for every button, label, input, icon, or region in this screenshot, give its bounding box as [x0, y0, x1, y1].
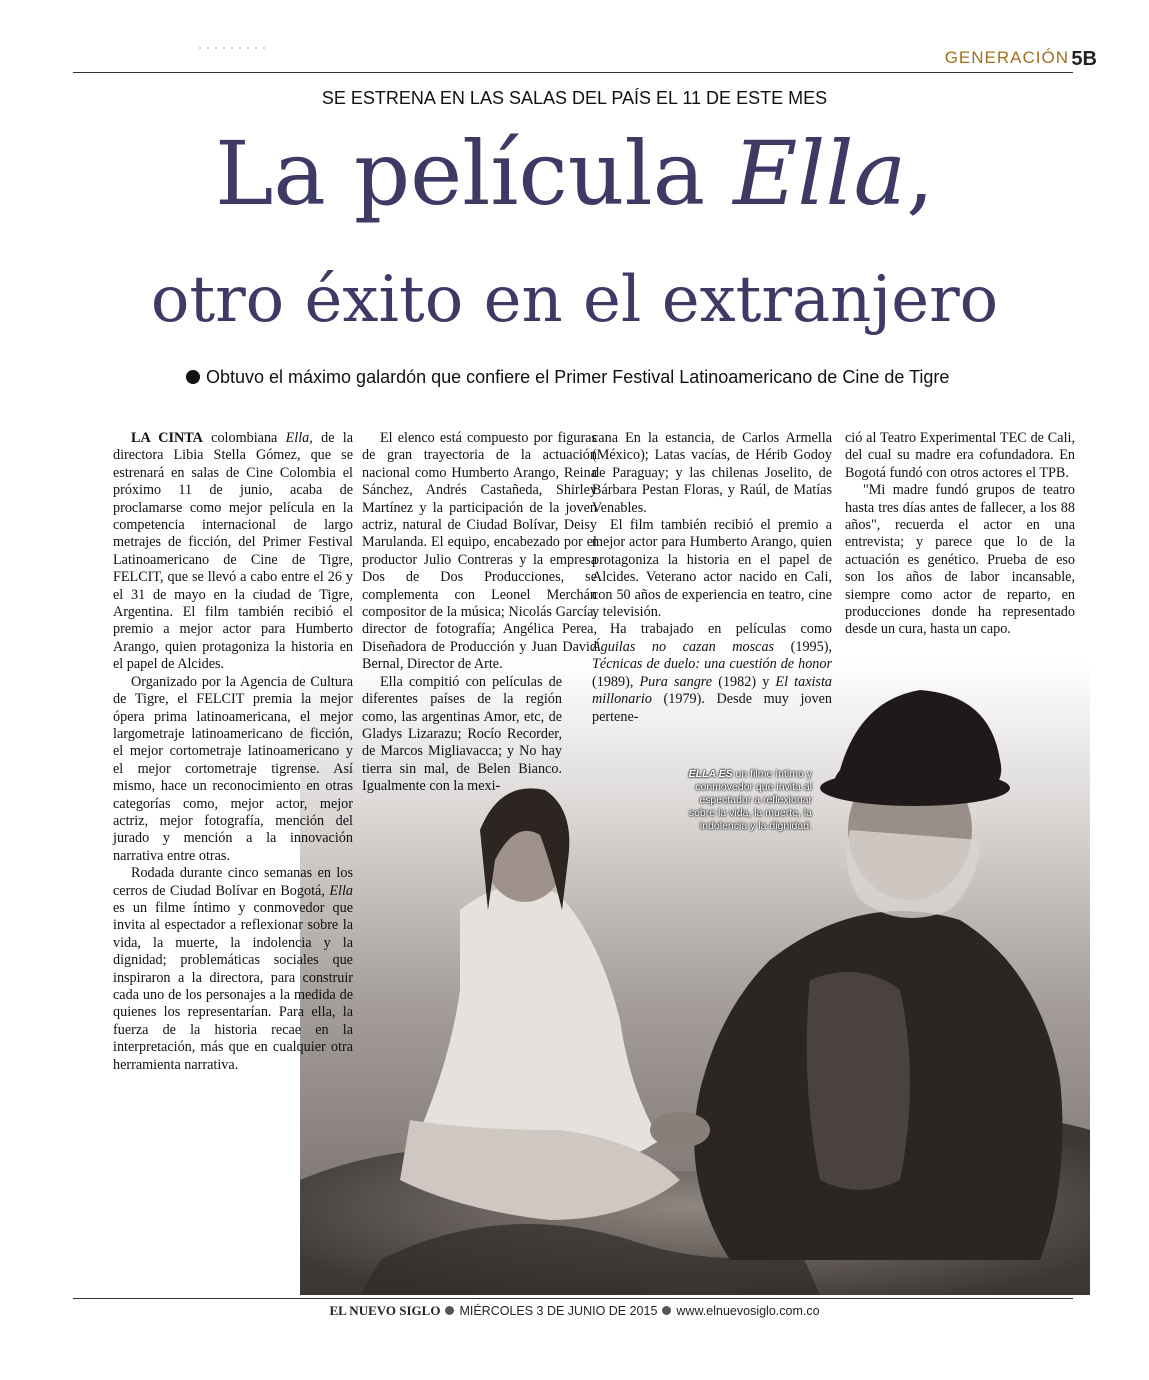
text-run: Ha trabajado en películas como [610, 621, 832, 638]
decorative-dots [196, 32, 268, 52]
text-run: , de la directora Libia Stella Gómez, que se estrenará en salas de Cine Colombia el próximo 11 de junio, acaba de proclamarse como mejor película en la competencia internacional de largo metrajes de ficción, del Primer Festival Latinoamericano de Cine de Tigre, FELCIT, que se llevó a cabo entre el 26 y el 31 de mayo en la ciudad de Tigre, Argentina. El film también recibió el premio a mejor actor para Humberto Arango, quien protagoniza la historia en el papel de Alcides. [113, 430, 354, 673]
header-rule [73, 72, 1073, 73]
text-run: (1982) y [712, 673, 776, 690]
footer-url[interactable]: www.elnuevosiglo.com.co [676, 1304, 820, 1318]
film-title: Técnicas de duelo: una cuestión de honor [592, 656, 832, 673]
headline-line2: otro éxito en el extranjero [150, 263, 999, 337]
text-run: colombiana [202, 430, 286, 446]
subhead-text: Obtuvo el máximo galardón que confiere el Primer Festival Latinoamericano de Cine de Tigre [206, 367, 950, 387]
footer-date: MIÉRCOLES 3 DE JUNIO DE 2015 [459, 1304, 658, 1318]
lead-in: LA CINTA [131, 430, 203, 446]
paragraph: Organizado por la Agencia de Cultura de Tigre, el FELCIT premia la mejor ópera prima latinoamericana, el mejor largometraje latinoamericano de ficción, el mejor cortometraje latinoamericano y el mejor cortometraje tigrense. Así mismo, hace un reconocimiento en otras categorías como, mejor actor, mejor actriz, mejor fotografía, mención del jurado y mención a la innovación narrativa entre otras. [113, 673, 353, 864]
headline-part2: , [906, 122, 935, 225]
caption-text: un filme íntimo y conmovedor que invita al espectador a reflexionar sobre la vida, la muerte, la indolencia y la dignidad. [688, 768, 812, 832]
section-label: GENERACIÓN [944, 48, 1069, 67]
film-title: Águilas no cazan moscas [592, 638, 775, 655]
text-run: es un filme íntimo y conmovedor que invita al espectador a reflexionar sobre la vida, la muerte, la indolencia y la dignidad; problemáticas sociales que inspiraron a la directora, para construir cada uno de los personajes a la medida de quienes los representarían. Para ella, la fuerza de la historia recae en la interpretación, más que en cualquier otra herramienta narrativa. [113, 899, 353, 1073]
headline-italic: Ella [733, 122, 907, 225]
kicker: SE ESTRENA EN LAS SALAS DEL PAÍS EL 11 DE ESTE MES [321, 88, 828, 108]
text-run-italic: Ella [329, 882, 353, 899]
paragraph: Ella compitió con películas de diferentes países de la región como, las argentinas Amor, etc, de Gladys Lizarazu; Rocío Recorder, de Marcos Migliavacca; y No hay tierra sin mal, de Belen Bianco. Igualmente con la mexi- [362, 673, 562, 795]
film-title: El taxista millonario [592, 673, 832, 708]
text-run: Rodada durante cinco semanas en los cerros de Ciudad Bolívar en Bogotá, [113, 865, 353, 899]
page-number: 5B [1071, 48, 1097, 70]
text-run-italic: Ella [285, 430, 310, 446]
article-column-1 [113, 430, 353, 1074]
footer [0, 1303, 1149, 1319]
caption-lead: ELLA ES [688, 768, 733, 780]
paragraph: ció al Teatro Experimental TEC de Cali, del cual su madre era cofundadora. En Bogotá fundó con otros actores el TPB. [845, 430, 1075, 481]
text-run: (1979). Desde muy joven pertene- [592, 691, 832, 725]
photo-caption [672, 768, 812, 833]
article-column-3 [592, 430, 832, 726]
film-title: Pura sangre [639, 673, 713, 690]
bullet-icon [186, 370, 200, 384]
paragraph [592, 621, 832, 725]
headline-line1 [0, 122, 1149, 225]
paragraph [113, 865, 353, 1074]
footer-brand: EL NUEVO SIGLO [329, 1303, 441, 1318]
paragraph: El film también recibió el premio a mejor actor para Humberto Arango, quien protagoniza la historia en el papel de Alcides. Veterano actor nacido en Cali, con 50 años de experiencia en teatro, cine y televisión. [592, 517, 832, 621]
paragraph: "Mi madre fundó grupos de teatro hasta tres días antes de fallecer, a los 88 años", recuerda el actor en una entrevista; y parece que lo de la actuación es genético. Prueba de eso son los años de labor incansable, siempre como actor de reparto, en producciones donde ha representado desde un cura, hasta un capo. [845, 482, 1075, 638]
footer-rule [73, 1298, 1073, 1299]
paragraph: El elenco está compuesto por figuras de gran trayectoria de la actuación nacional como Humberto Arango, Reina Sánchez, Andrés Castañeda, Shirley Martínez y la participación de la joven actriz, natural de Ciudad Bolívar, Deisy Marulanda. El equipo, encabezado por el productor Julio Contreras y la empresa Dos de Dos Producciones, se complementa con Leonel Merchán compositor de la música; Nicolás García, director de fotografía; Angélica Perea, Diseñadora de Producción y Juan David Bernal, Director de Arte. [362, 430, 597, 673]
bullet-icon [445, 1306, 454, 1315]
bullet-icon [662, 1306, 671, 1315]
text-run: (1995), [774, 638, 832, 655]
subhead [186, 367, 949, 388]
headline-part1: La película [214, 122, 734, 225]
article-column-4 [845, 430, 1075, 639]
paragraph: cana En la estancia, de Carlos Armella (México); Latas vacías, de Hérib Godoy de Paraguay; y las chilenas Joselito, de Bárbara Pestan Floras, y Raúl, de Matías Venables. [592, 430, 832, 516]
paragraph [113, 430, 353, 674]
text-run: (1989), [592, 673, 640, 690]
article-column-2 [362, 430, 597, 796]
